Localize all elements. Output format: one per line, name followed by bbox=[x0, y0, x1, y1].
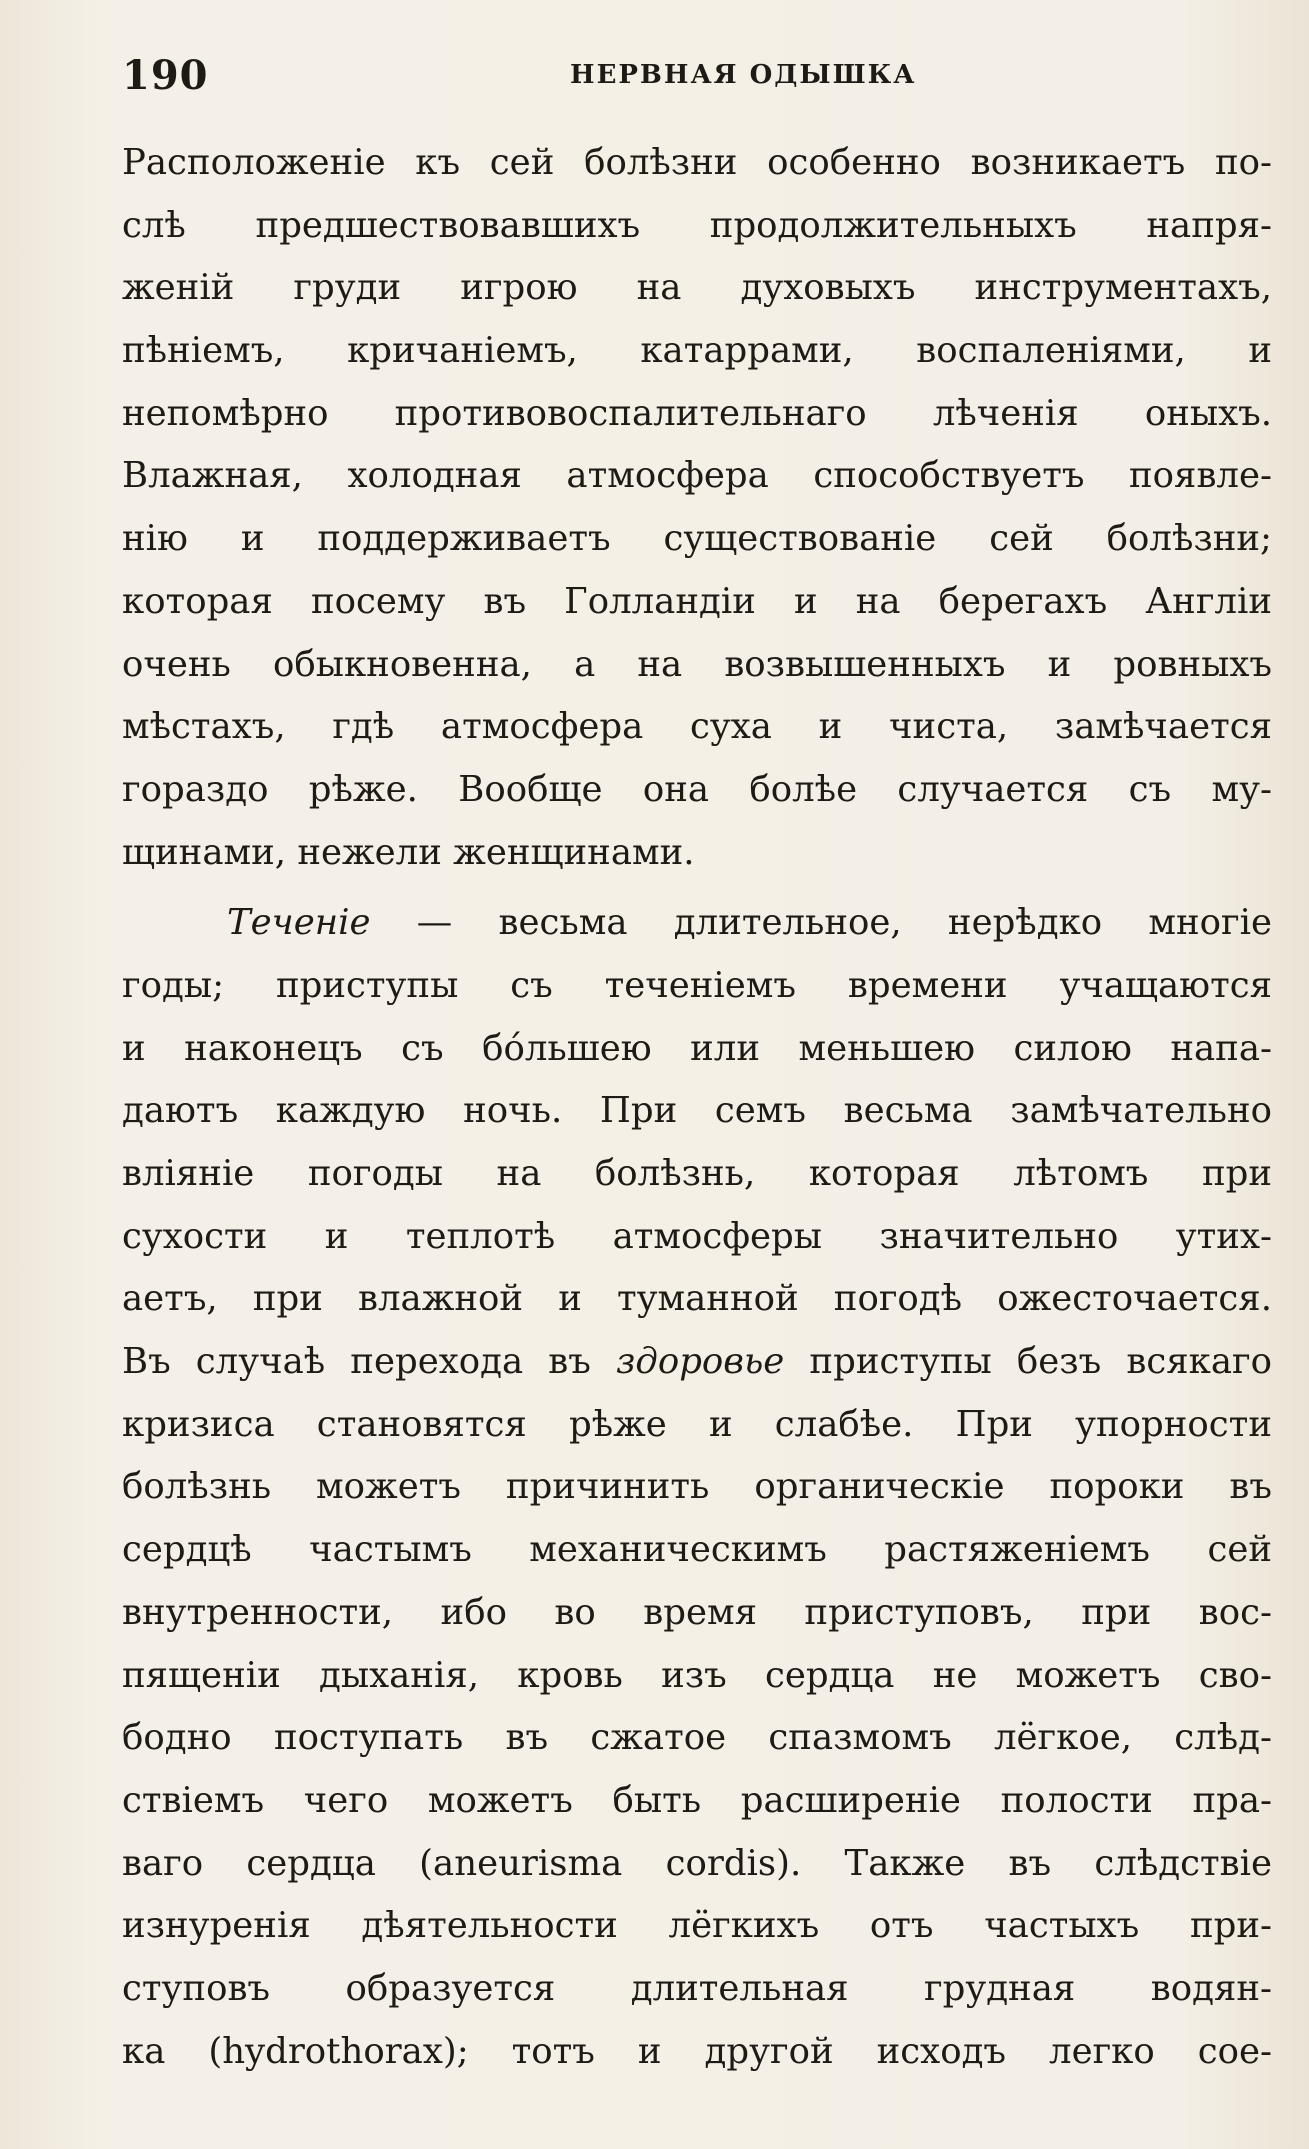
text-line: непомѣрно противовоспалительнаго лѣченiя оныхъ. bbox=[122, 392, 1272, 434]
text-line: щинами, нежели женщинами. bbox=[122, 831, 695, 873]
text-span: приступы безъ всякаго bbox=[784, 1341, 1272, 1383]
text-line: пѣнiемъ, кричанiемъ, катаррами, воспаленiями, и bbox=[122, 330, 1272, 372]
text-line: влiянiе погоды на болѣзнь, которая лѣтомъ при bbox=[122, 1153, 1272, 1194]
paragraph-2 bbox=[122, 892, 1272, 2083]
page-number: 190 bbox=[122, 52, 209, 99]
text-line: болѣзнь можетъ причинить органическiе пороки въ bbox=[122, 1466, 1272, 1508]
text-line: внутренности, ибо во время приступовъ, при вос- bbox=[122, 1591, 1272, 1633]
text-line: бодно поступать въ сжатое спазмомъ лёгкое, слѣд- bbox=[122, 1717, 1272, 1759]
text-line: нiю и поддерживаетъ существованiе сей болѣзни; bbox=[122, 518, 1272, 560]
page-header bbox=[122, 52, 1272, 102]
body-text bbox=[122, 132, 1272, 2083]
text-span: Въ случаѣ перехода въ bbox=[122, 1341, 616, 1383]
text-line: ваго сердца (aneurisma cordis). Также въ слѣдствiе bbox=[122, 1842, 1272, 1884]
text-line: пященiи дыханiя, кровь изъ сердца не можетъ сво- bbox=[122, 1654, 1272, 1696]
text-line: и наконецъ съ бо́льшею или меньшею силою напа- bbox=[122, 1027, 1272, 1069]
text-line: ствiемъ чего можетъ быть расширенiе полости пра- bbox=[122, 1779, 1272, 1821]
text-line: годы; приступы съ теченiемъ времени учащаются bbox=[122, 964, 1272, 1006]
italic-term: Теченiе bbox=[227, 902, 371, 944]
text-line: женiй груди игрою на духовыхъ инструментахъ, bbox=[122, 267, 1272, 309]
text-line: даютъ каждую ночь. При семъ весьма замѣчательно bbox=[122, 1090, 1272, 1132]
text-line: очень обыкновенна, а на возвышенныхъ и ровныхъ bbox=[122, 643, 1272, 685]
text-line: ка (hydrothorax); тотъ и другой исходъ легко сое- bbox=[122, 2030, 1272, 2072]
text-line: Влажная, холодная атмосфера способствуетъ появле- bbox=[122, 455, 1272, 497]
text-line: ступовъ образуется длительная грудная водян- bbox=[122, 1967, 1272, 2009]
text-line: изнуренiя дѣятельности лёгкихъ отъ частыхъ при- bbox=[122, 1905, 1272, 1947]
text-line bbox=[122, 892, 1272, 955]
running-title: НЕРВНАЯ ОДЫШКА bbox=[570, 60, 917, 90]
text-line bbox=[122, 1331, 1272, 1394]
text-line: Расположенiе къ сей болѣзни особенно возникаетъ по- bbox=[122, 142, 1272, 183]
text-line: сердцѣ частымъ механическимъ растяженiемъ сей bbox=[122, 1529, 1272, 1571]
paragraph-1 bbox=[122, 132, 1272, 884]
text-line: слѣ предшествовавшихъ продолжительныхъ напря- bbox=[122, 204, 1272, 246]
text-line: сухости и теплотѣ атмосферы значительно утих- bbox=[122, 1215, 1272, 1257]
italic-term: здоровье bbox=[615, 1341, 785, 1383]
text-line: аетъ, при влажной и туманной погодѣ ожесточается. bbox=[122, 1278, 1272, 1320]
text-span: — весьма длительное, нерѣдко многiе bbox=[370, 902, 1272, 944]
text-line: кризиса становятся рѣже и слабѣе. При упорности bbox=[122, 1403, 1272, 1445]
paragraph-gap bbox=[122, 884, 1272, 892]
text-line: гораздо рѣже. Вообще она болѣе случается съ му- bbox=[122, 768, 1272, 810]
text-line: мѣстахъ, гдѣ атмосфера суха и чиста, замѣчается bbox=[122, 706, 1272, 748]
text-line: которая посему въ Голландiи и на берегахъ Англiи bbox=[122, 580, 1272, 622]
